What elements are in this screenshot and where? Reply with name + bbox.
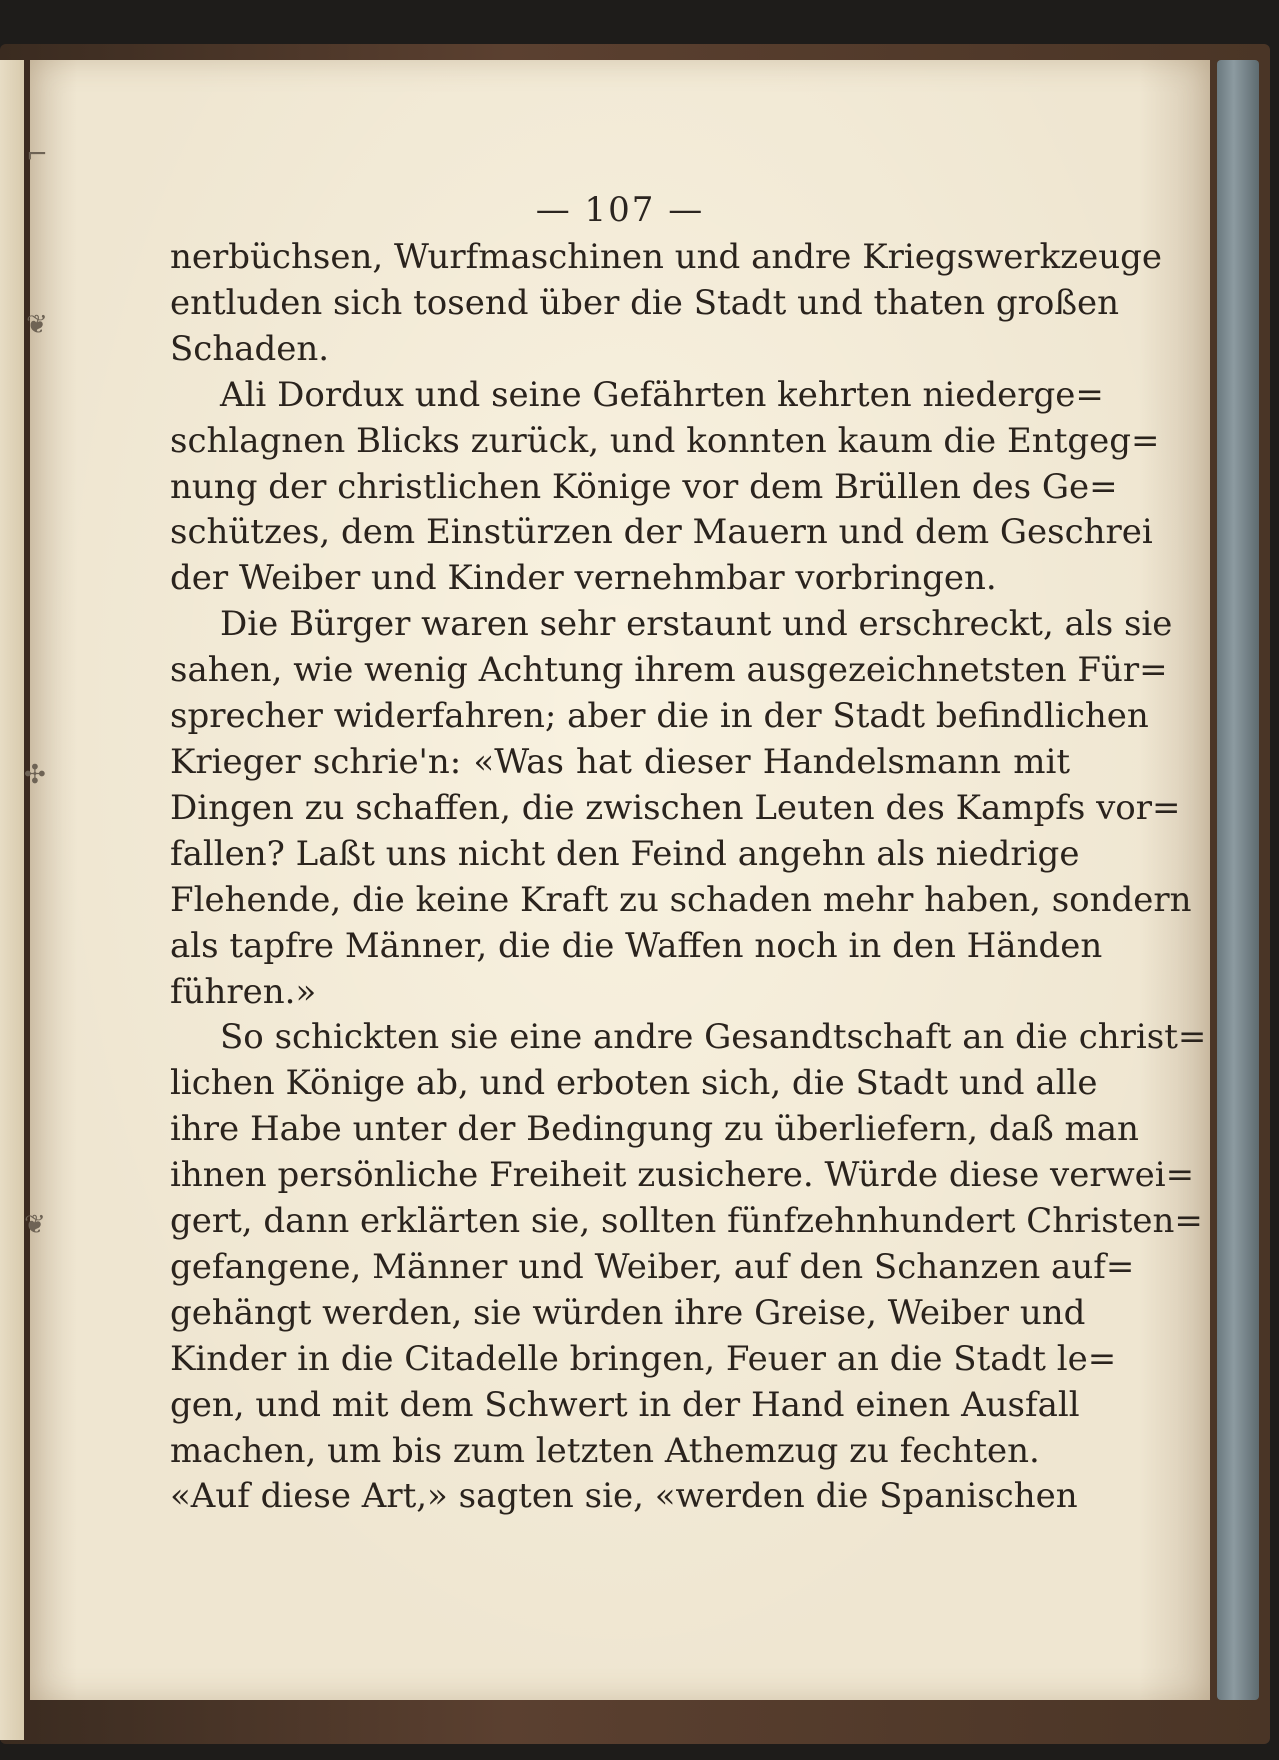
text-line: Krieger schrie'n: «Was hat dieser Handelsmann mit — [170, 741, 1070, 782]
margin-mark-icon: ❦ — [24, 1210, 46, 1240]
text-line: lichen Könige ab, und erboten sich, die Stadt und alle — [170, 1063, 1098, 1104]
text-line: nung der christlichen Könige vor dem Brüllen des Ge= — [170, 466, 1118, 507]
text-line: gefangene, Männer und Weiber, auf den Schanzen auf= — [170, 1246, 1135, 1287]
text-line: gert, dann erklärten sie, sollten fünfzehnhundert Christen= — [170, 1201, 1203, 1242]
text-line: schützes, dem Einstürzen der Mauern und dem Geschrei — [170, 512, 1153, 553]
facing-page-edge — [0, 60, 24, 1740]
page-number: — 107 — — [535, 190, 705, 230]
text-line: der Weiber und Kinder vernehmbar vorbringen. — [170, 558, 997, 599]
text-line: Ali Dordux und seine Gefährten kehrten niederge= — [220, 374, 1104, 415]
text-line: fallen? Laßt uns nicht den Feind angehn als niedrige — [170, 833, 1080, 874]
page-text — [170, 235, 1207, 1520]
text-line: Die Bürger waren sehr erstaunt und erschreckt, als sie — [220, 604, 1173, 645]
text-line: Dingen zu schaffen, die zwischen Leuten des Kampfs vor= — [170, 787, 1181, 828]
text-line: machen, um bis zum letzten Athemzug zu fechten. — [170, 1430, 1040, 1471]
text-line: entluden sich tosend über die Stadt und thaten großen — [170, 282, 1120, 323]
text-line: «Auf diese Art,» sagten sie, «werden die Spanischen — [170, 1476, 1078, 1517]
text-line: ihre Habe unter der Bedingung zu überliefern, daß man — [170, 1109, 1139, 1150]
book-page — [24, 60, 1210, 1700]
text-line: gen, und mit dem Schwert in der Hand einen Ausfall — [170, 1384, 1080, 1425]
text-line: als tapfre Männer, die die Waffen noch in den Händen — [170, 925, 1103, 966]
text-line: Schaden. — [170, 328, 330, 369]
margin-mark-icon: ⌐ — [26, 140, 48, 170]
text-line: führen.» — [170, 971, 317, 1012]
text-line: nerbüchsen, Wurfmaschinen und andre Kriegswerkzeuge — [170, 237, 1162, 277]
text-line: sahen, wie wenig Achtung ihrem ausgezeichnetsten Für= — [170, 650, 1168, 691]
text-line: ihnen persönliche Freiheit zusichere. Würde diese verwei= — [170, 1155, 1195, 1196]
cover-edge — [1217, 60, 1259, 1700]
text-line: Kinder in die Citadelle bringen, Feuer an die Stadt le= — [170, 1338, 1117, 1379]
text-line: schlagnen Blicks zurück, und konnten kaum die Entgeg= — [170, 420, 1160, 461]
text-line: Flehende, die keine Kraft zu schaden mehr haben, sondern — [170, 879, 1192, 920]
text-line: So schickten sie eine andre Gesandtschaft an die christ= — [220, 1017, 1207, 1058]
text-line: gehängt werden, sie würden ihre Greise, Weiber und — [170, 1292, 1086, 1333]
margin-mark-icon: ❦ — [26, 310, 48, 340]
margin-mark-icon: ✣ — [24, 760, 46, 790]
text-line: sprecher widerfahren; aber die in der Stadt befindlichen — [170, 696, 1149, 737]
